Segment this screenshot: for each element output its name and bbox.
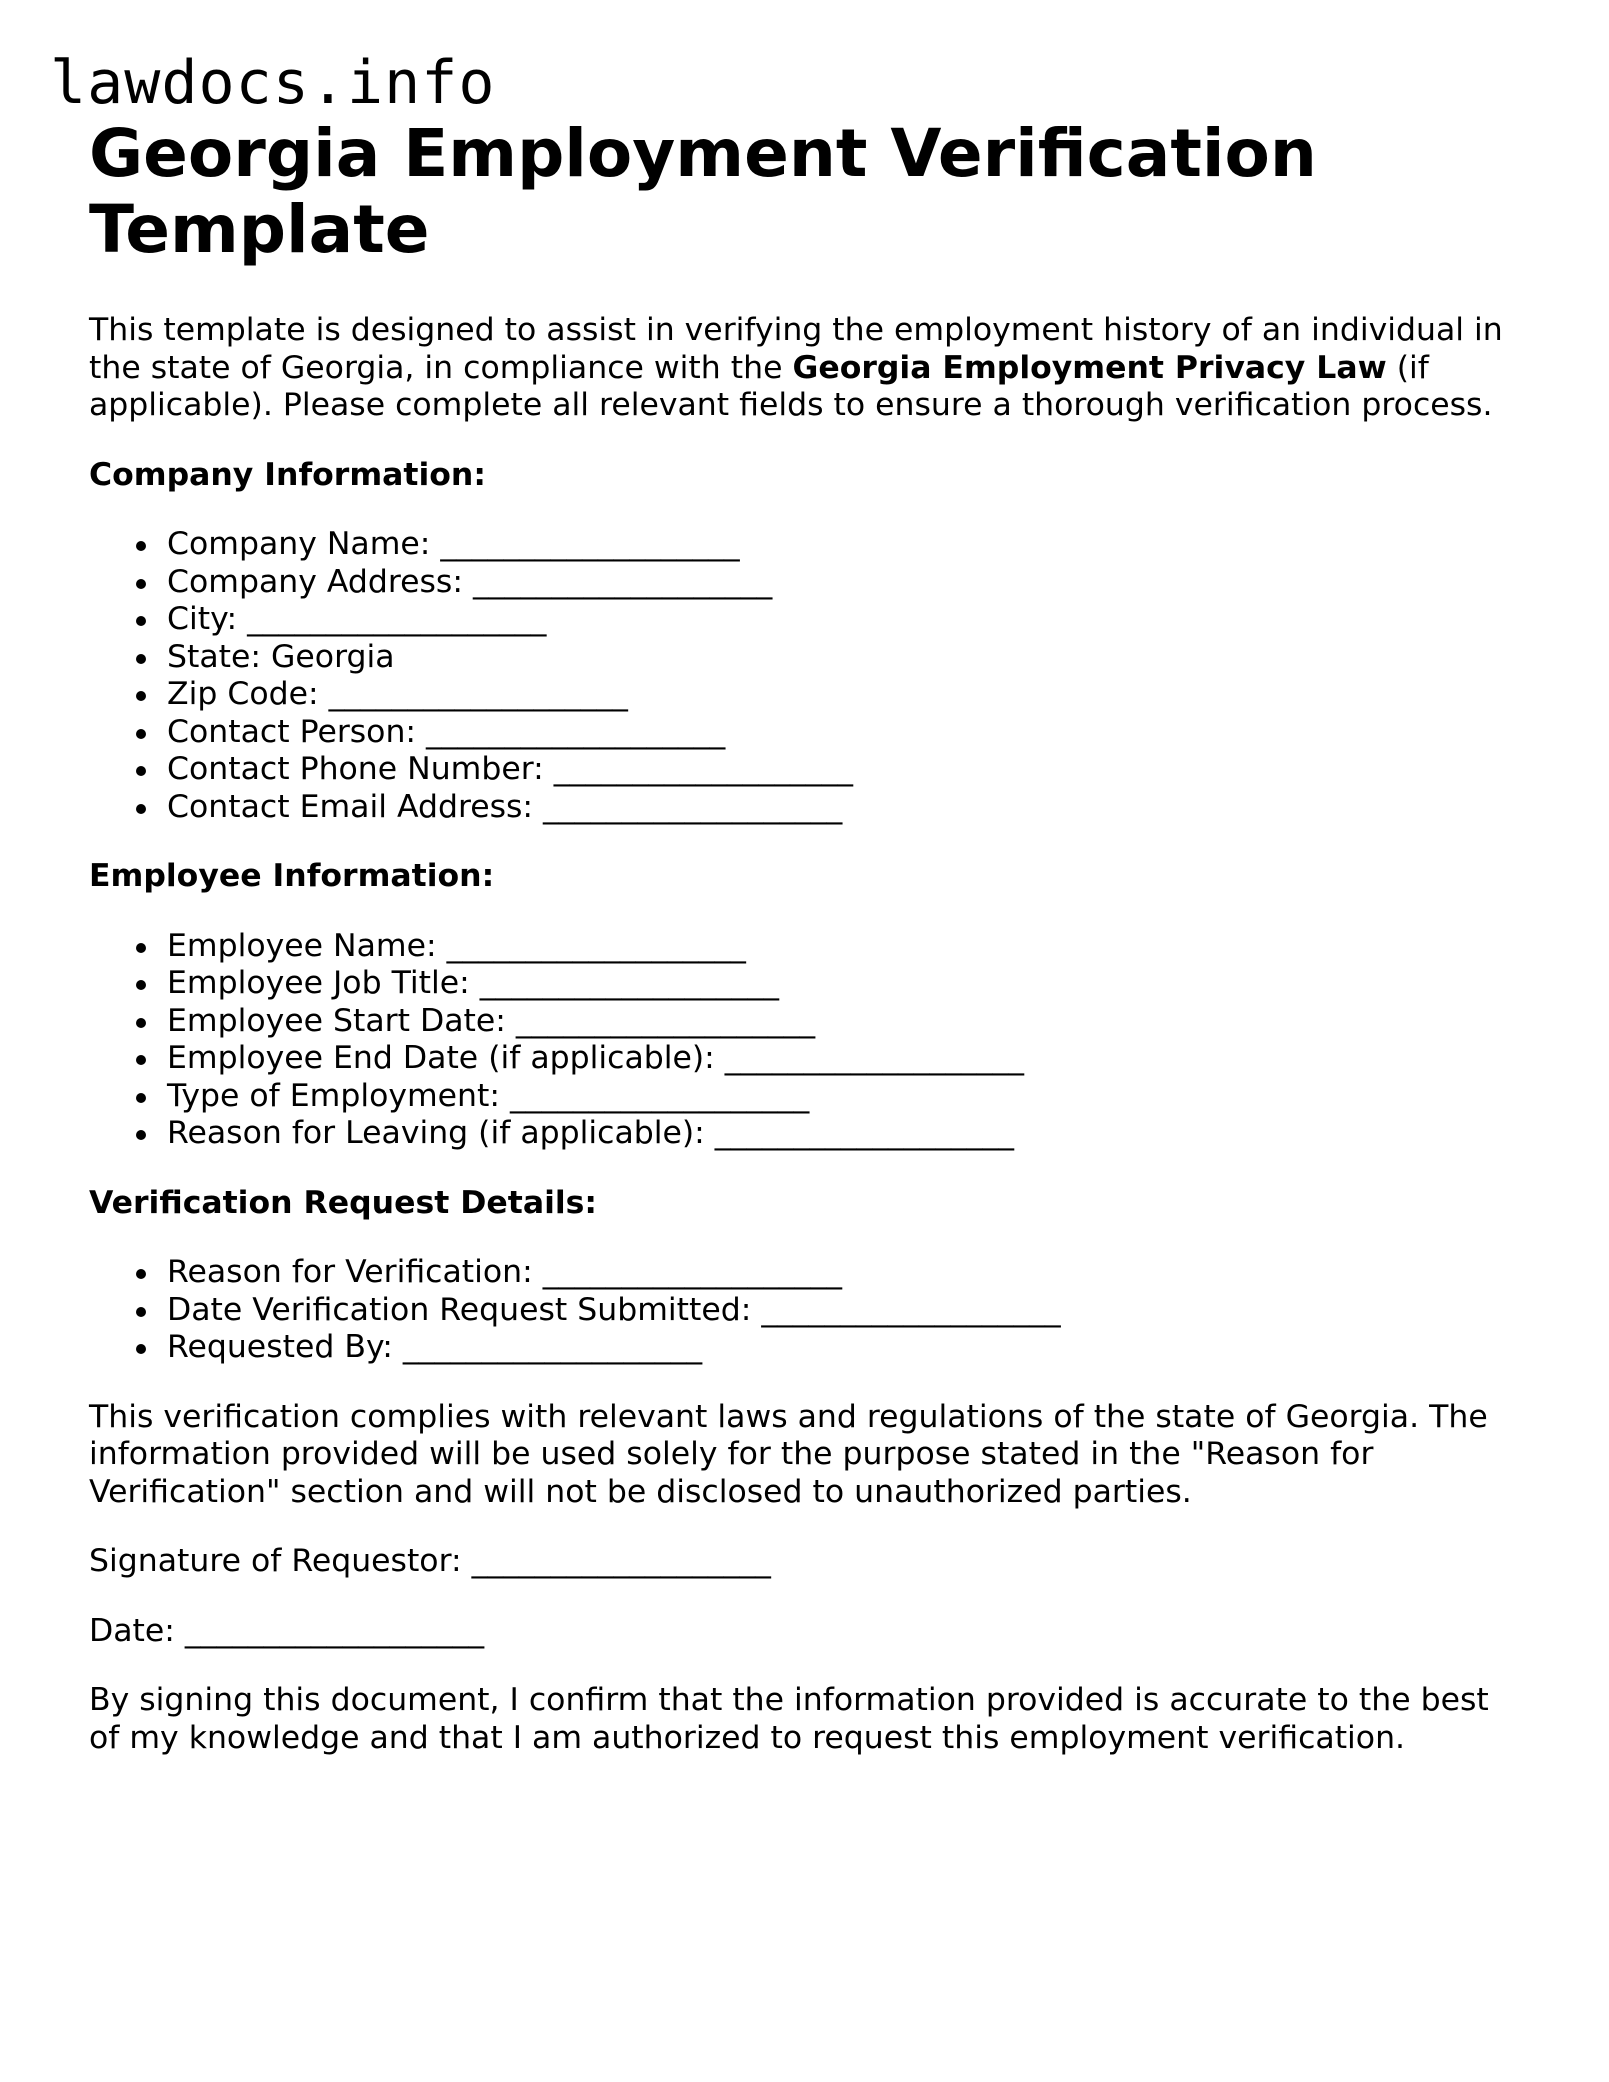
employment-type-field — [167, 1078, 1529, 1116]
intro-text-after: (if applicable). Please complete all relevant fields to ensure a thorough verification process. — [89, 349, 1493, 423]
law-name: Georgia Employment Privacy Law — [792, 349, 1387, 386]
zip-code-field — [167, 676, 1529, 714]
contact-email-field — [167, 789, 1529, 827]
verification-field-list — [89, 1254, 1529, 1367]
employee-end-date-field — [167, 1040, 1529, 1078]
bullet-icon — [136, 1344, 146, 1354]
reason-for-leaving-field — [167, 1115, 1529, 1153]
contact-person-field — [167, 714, 1529, 752]
field-text: Employee Start Date: ___________________ — [167, 1002, 816, 1039]
bullet-icon — [136, 729, 146, 739]
bullet-icon — [136, 654, 146, 664]
field-text: Contact Person: ___________________ — [167, 713, 726, 750]
date-line: Date: ___________________ — [89, 1612, 485, 1649]
company-field-list — [89, 526, 1529, 826]
field-text: Employee Job Title: ___________________ — [167, 965, 779, 1001]
bullet-icon — [136, 579, 146, 589]
field-text: Contact Email Address: ___________________ — [167, 788, 843, 825]
bullet-icon — [136, 804, 146, 814]
field-text: Type of Employment: ___________________ — [167, 1077, 810, 1114]
bullet-icon — [136, 766, 146, 776]
field-text: Contact Phone Number: ___________________ — [167, 751, 854, 787]
field-text: Employee Name: ___________________ — [167, 927, 746, 964]
bullet-icon — [136, 1130, 146, 1140]
closing-paragraph: By signing this document, I confirm that the information provided is accurate to the best of my knowledge and that I am authorized to request this employment verification. — [89, 1682, 1489, 1756]
company-name-field — [167, 526, 1529, 564]
field-text: Company Address: ___________________ — [167, 563, 773, 600]
bullet-icon — [136, 1093, 146, 1103]
bullet-icon — [136, 1269, 146, 1279]
field-text: Zip Code: ___________________ — [167, 676, 628, 712]
bullet-icon — [136, 1055, 146, 1065]
company-section-heading: Company Information: — [89, 456, 486, 493]
document-page — [89, 116, 1529, 1757]
site-watermark: lawdocs.info — [50, 48, 496, 118]
bullet-icon — [136, 616, 146, 626]
company-address-field — [167, 564, 1529, 602]
intro-paragraph — [89, 312, 1529, 425]
field-text: Requested By: ___________________ — [167, 1329, 703, 1365]
bullet-icon — [136, 1018, 146, 1028]
field-text: Reason for Verification: ___________________ — [167, 1254, 843, 1290]
document-title: Georgia Employment Verification Template — [89, 115, 1317, 268]
intro-text-before: This template is designed to assist in verifying the employment history of an individual in the state of Georgia, in compliance with the — [89, 312, 1503, 386]
employee-name-field — [167, 928, 1529, 966]
bullet-icon — [136, 1307, 146, 1317]
field-text: State: Georgia — [167, 638, 395, 675]
verification-section-heading: Verification Request Details: — [89, 1184, 598, 1221]
signature-line: Signature of Requestor: ___________________ — [89, 1543, 771, 1579]
bullet-icon — [136, 980, 146, 990]
bullet-icon — [136, 691, 146, 701]
request-submitted-date-field — [167, 1292, 1529, 1330]
field-text: Company Name: ___________________ — [167, 526, 740, 562]
state-field — [167, 639, 1529, 677]
requested-by-field — [167, 1329, 1529, 1367]
employee-job-title-field — [167, 965, 1529, 1003]
field-text: Employee End Date (if applicable): ___________________ — [167, 1040, 1025, 1076]
field-text: City: ___________________ — [167, 601, 547, 637]
contact-phone-field — [167, 751, 1529, 789]
field-text: Date Verification Request Submitted: ___________________ — [167, 1291, 1061, 1328]
field-text: Reason for Leaving (if applicable): ___________________ — [167, 1115, 1015, 1151]
employee-field-list — [89, 928, 1529, 1153]
compliance-paragraph: This verification complies with relevant laws and regulations of the state of Georgia. The information provided will be used solely for the purpose stated in the "Reason for Verification" section and will not be disclosed to unauthorized parties. — [89, 1398, 1488, 1510]
employee-section-heading: Employee Information: — [89, 858, 495, 894]
reason-for-verification-field — [167, 1254, 1529, 1292]
city-field — [167, 601, 1529, 639]
bullet-icon — [136, 943, 146, 953]
bullet-icon — [136, 541, 146, 551]
employee-start-date-field — [167, 1003, 1529, 1041]
